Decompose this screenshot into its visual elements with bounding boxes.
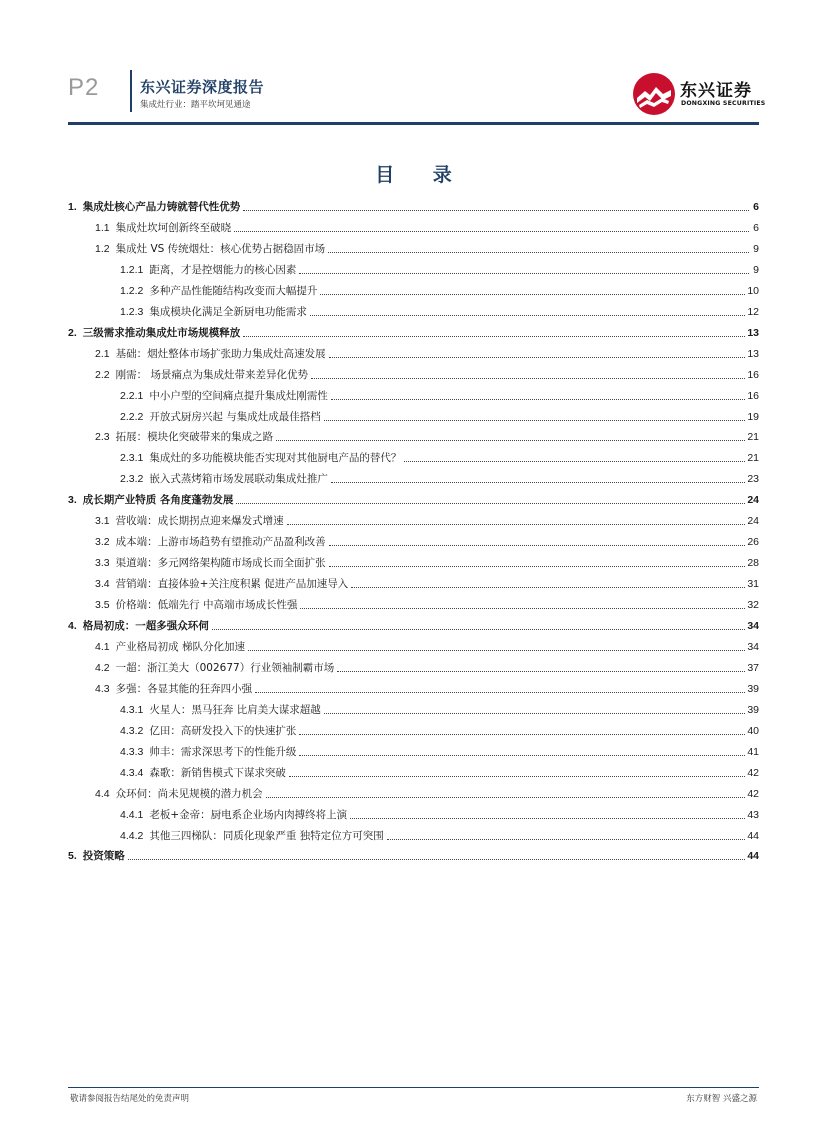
toc-entry-page: 26: [747, 536, 759, 549]
toc-entry[interactable]: [95, 343, 759, 361]
toc-entry-page: 31: [747, 578, 759, 591]
report-title: 东兴证券深度报告: [140, 78, 265, 96]
company-logo: [632, 72, 766, 118]
toc-entry-number: 2.2: [95, 368, 110, 381]
toc-entry-title: 集成灶的多功能模块能否实现对其他厨电产品的替代？: [149, 452, 402, 465]
toc-entry[interactable]: [95, 552, 759, 570]
header-rule: [68, 122, 759, 125]
toc-entry[interactable]: [120, 385, 759, 403]
toc-entry-title: 其他三四梯队：同质化现象严重 独特定位方可突围: [149, 829, 384, 842]
toc-entry-title: 多强：各显其能的狂奔四小强: [115, 682, 253, 695]
toc-title: 目 录: [375, 164, 468, 186]
toc-entry[interactable]: [120, 447, 759, 465]
toc-entry[interactable]: [120, 825, 759, 843]
toc-entry-page: 12: [747, 305, 759, 318]
toc-leader-dots: [299, 754, 745, 756]
toc-entry[interactable]: [95, 531, 759, 549]
logo-english-name: DONGXING SECURITIES: [681, 100, 766, 107]
toc-entry-number: 1.2.3: [120, 305, 144, 318]
toc-entry-number: 4.3.2: [120, 724, 144, 737]
toc-entry-number: 3.1: [95, 515, 110, 528]
toc-leader-dots: [404, 460, 745, 462]
toc-entry[interactable]: [68, 322, 759, 340]
toc-leader-dots: [300, 607, 745, 609]
toc-entry-page: 16: [747, 389, 759, 402]
toc-entry-number: 5.: [68, 850, 77, 863]
toc-entry-title: 老板+金帝：厨电系企业场内肉搏终将上演: [149, 808, 348, 821]
toc-entry-title: 投资策略: [82, 850, 125, 863]
toc-entry-title: 格局初成：一超多强众环伺: [82, 620, 209, 632]
toc-entry-title: 刚需： 场景痛点为集成灶带来差异化优势: [115, 368, 308, 381]
toc-entry-page: 6: [753, 201, 759, 213]
toc-entry-title: 开放式厨房兴起 与集成灶成最佳搭档: [149, 410, 321, 423]
toc-entry-page: 24: [747, 515, 759, 528]
toc-entry[interactable]: [120, 259, 759, 277]
toc-entry-page: 24: [747, 494, 759, 507]
toc-leader-dots: [329, 544, 746, 546]
toc-entry[interactable]: [95, 238, 759, 256]
toc-entry-title: 众环伺：尚未见规模的潜力机会: [115, 787, 263, 800]
toc-entry[interactable]: [68, 489, 759, 507]
toc-entry-page: 39: [747, 703, 759, 716]
toc-leader-dots: [287, 523, 746, 525]
toc-entry[interactable]: [68, 196, 759, 214]
toc-entry-page: 39: [747, 682, 759, 695]
toc-entry[interactable]: [95, 364, 759, 382]
toc-entry-title: 集成灶核心产品力铸就替代性优势: [82, 201, 241, 213]
toc-entry-title: 中小户型的空间痛点提升集成灶刚需性: [149, 389, 328, 402]
toc-entry-page: 13: [747, 326, 759, 339]
toc-entry-page: 16: [747, 368, 759, 381]
toc-entry[interactable]: [95, 678, 759, 696]
toc-entry-title: 帅丰：需求深思考下的性能升级: [149, 745, 297, 758]
toc-entry-title: 火星人：黑马狂奔 比肩美大谋求超越: [149, 703, 321, 716]
toc-entry-number: 4.1: [95, 640, 110, 653]
toc-entry-page: 21: [747, 431, 759, 444]
toc-entry-title: 营销端：直接体验+关注度积累 促进产品加速导入: [115, 578, 349, 591]
toc-leader-dots: [337, 670, 745, 672]
toc-entry-number: 3.5: [95, 599, 110, 612]
toc-entry-title: 三级需求推动集成灶市场规模释放: [82, 326, 241, 339]
toc-leader-dots: [255, 691, 745, 693]
toc-entry-page: 13: [747, 347, 759, 360]
toc-entry-number: 4.3.3: [120, 745, 144, 758]
toc-entry[interactable]: [95, 217, 759, 235]
toc-entry-page: 23: [747, 473, 759, 486]
toc-entry-page: 9: [753, 242, 759, 255]
toc-leader-dots: [351, 586, 745, 588]
toc-entry[interactable]: [95, 594, 759, 612]
toc-leader-dots: [331, 481, 745, 483]
toc-entry-page: 32: [747, 599, 759, 612]
toc-entry[interactable]: [120, 468, 759, 486]
toc-entry[interactable]: [120, 699, 759, 717]
toc-entry[interactable]: [95, 426, 759, 444]
toc-leader-dots: [212, 628, 746, 630]
toc-entry-number: 4.3.1: [120, 703, 144, 716]
toc-entry-number: 4.3.4: [120, 766, 144, 779]
toc-entry-number: 3.: [68, 494, 77, 507]
toc-leader-dots: [234, 230, 749, 232]
toc-leader-dots: [328, 251, 749, 253]
toc-leader-dots: [350, 817, 745, 819]
toc-entry-title: 价格端：低端先行 中高端市场成长性强: [115, 599, 298, 612]
toc-entry[interactable]: [95, 573, 759, 591]
page-number: P2: [68, 74, 100, 101]
toc-entry[interactable]: [95, 783, 759, 801]
toc-entry[interactable]: [120, 762, 759, 780]
toc-entry-number: 4.3: [95, 682, 110, 695]
toc-entry[interactable]: [68, 845, 759, 863]
toc-entry-title: 集成灶 VS 传统烟灶：核心优势占据稳固市场: [115, 242, 326, 255]
toc-entry[interactable]: [120, 301, 759, 319]
toc-entry[interactable]: [95, 510, 759, 528]
toc-entry-number: 4.4.1: [120, 808, 144, 821]
toc-entry[interactable]: [120, 406, 759, 424]
footer-rule: [68, 1087, 759, 1088]
toc-entry-title: 成本端：上游市场趋势有望推动产品盈利改善: [115, 536, 326, 549]
toc-entry-page: 42: [747, 787, 759, 800]
toc-entry-title: 拓展：模块化突破带来的集成之路: [115, 431, 274, 444]
toc-entry-title: 嵌入式蒸烤箱市场发展联动集成灶推广: [149, 473, 328, 486]
toc-entry-title: 一超：浙江美大（002677）行业领袖制霸市场: [115, 661, 335, 674]
toc-leader-dots: [329, 356, 746, 358]
toc-leader-dots: [324, 419, 746, 421]
footer-disclaimer: 敬请参阅报告结尾处的免责声明: [70, 1094, 190, 1104]
toc-entry-number: 2.3.1: [120, 452, 144, 465]
toc-entry[interactable]: [120, 280, 759, 298]
toc-entry-page: 44: [747, 850, 759, 863]
logo-emblem-icon: [632, 72, 676, 116]
toc-leader-dots: [289, 775, 745, 777]
toc-entry-page: 28: [747, 557, 759, 570]
toc-entry-number: 2.3: [95, 431, 110, 444]
header-vertical-bar: [130, 70, 132, 112]
toc-entry-number: 2.1: [95, 347, 110, 360]
toc-entry-number: 3.4: [95, 578, 110, 591]
toc-entry-page: 21: [747, 452, 759, 465]
toc-leader-dots: [276, 439, 745, 441]
toc-entry-title: 亿田：高研发投入下的快速扩张: [149, 724, 297, 737]
toc-leader-dots: [387, 838, 746, 840]
toc-entry-title: 距离，才是控烟能力的核心因素: [149, 263, 297, 276]
toc-entry[interactable]: [120, 741, 759, 759]
toc-entry-title: 基础：烟灶整体市场扩张助力集成灶高速发展: [115, 347, 326, 360]
toc-leader-dots: [236, 502, 745, 504]
toc-entry-page: 42: [747, 766, 759, 779]
toc-entry-number: 2.2.1: [120, 389, 144, 402]
footer-slogan: 东方财智 兴盛之源: [686, 1094, 757, 1104]
toc-entry-title: 多种产品性能随结构改变而大幅提升: [149, 284, 318, 297]
toc-entry-number: 1.2.1: [120, 263, 144, 276]
toc-leader-dots: [310, 314, 745, 316]
toc-entry-title: 产业格局初成 梯队分化加速: [115, 640, 245, 653]
toc-entry-number: 1.2.2: [120, 284, 144, 297]
toc-leader-dots: [266, 796, 746, 798]
toc-entry[interactable]: [120, 720, 759, 738]
toc-leader-dots: [248, 649, 745, 651]
toc-leader-dots: [331, 398, 745, 400]
toc-entry-title: 渠道端：多元网络架构随市场成长而全面扩张: [115, 557, 326, 570]
toc-entry-page: 10: [747, 284, 759, 297]
toc-entry-page: 6: [753, 221, 759, 234]
toc-entry[interactable]: [95, 657, 759, 675]
toc-entry-number: 2.2.2: [120, 410, 144, 423]
toc-entry-number: 3.2: [95, 536, 110, 549]
toc-entry-number: 1.2: [95, 242, 110, 255]
toc-entry-number: 4.4: [95, 787, 110, 800]
toc-entry-page: 19: [747, 410, 759, 423]
toc-entry-page: 34: [747, 620, 759, 632]
toc-leader-dots: [329, 565, 746, 567]
toc-entry[interactable]: [120, 804, 759, 822]
toc-entry-number: 4.2: [95, 661, 110, 674]
toc-entry[interactable]: [68, 615, 759, 633]
toc-leader-dots: [299, 272, 749, 274]
toc-entry-title: 森歌：新销售模式下谋求突破: [149, 766, 286, 779]
toc-leader-dots: [243, 335, 745, 337]
toc-entry-page: 34: [747, 640, 759, 653]
toc-entry-page: 41: [747, 745, 759, 758]
toc-leader-dots: [243, 209, 749, 211]
toc-leader-dots: [320, 293, 745, 295]
toc-entry-title: 集成灶坎坷创新终至破晓: [115, 221, 232, 234]
toc-entry-title: 集成模块化满足全新厨电功能需求: [149, 305, 307, 318]
toc-entry-page: 9: [753, 263, 759, 276]
logo-name: 东兴证券: [680, 81, 752, 101]
report-subtitle: 集成灶行业：踏平坎坷见通途: [140, 100, 251, 110]
toc-entry-number: 1.1: [95, 221, 110, 234]
toc-leader-dots: [324, 712, 746, 714]
toc-entry-number: 2.3.2: [120, 473, 144, 486]
toc-entry[interactable]: [95, 636, 759, 654]
toc-entry-number: 1.: [68, 201, 77, 213]
toc-entry-number: 3.3: [95, 557, 110, 570]
toc-entry-page: 44: [747, 829, 759, 842]
toc-leader-dots: [311, 377, 745, 379]
toc-entry-number: 4.: [68, 620, 77, 632]
toc-entry-title: 营收端：成长期拐点迎来爆发式增速: [115, 515, 284, 528]
toc-entry-page: 37: [747, 661, 759, 674]
toc-entry-page: 40: [747, 724, 759, 737]
toc-entry-title: 成长期产业特质 各角度蓬勃发展: [82, 494, 234, 507]
toc-leader-dots: [299, 733, 745, 735]
toc-leader-dots: [128, 858, 746, 860]
toc-entry-number: 2.: [68, 326, 77, 339]
toc-entry-page: 43: [747, 808, 759, 821]
toc-entry-number: 4.4.2: [120, 829, 144, 842]
